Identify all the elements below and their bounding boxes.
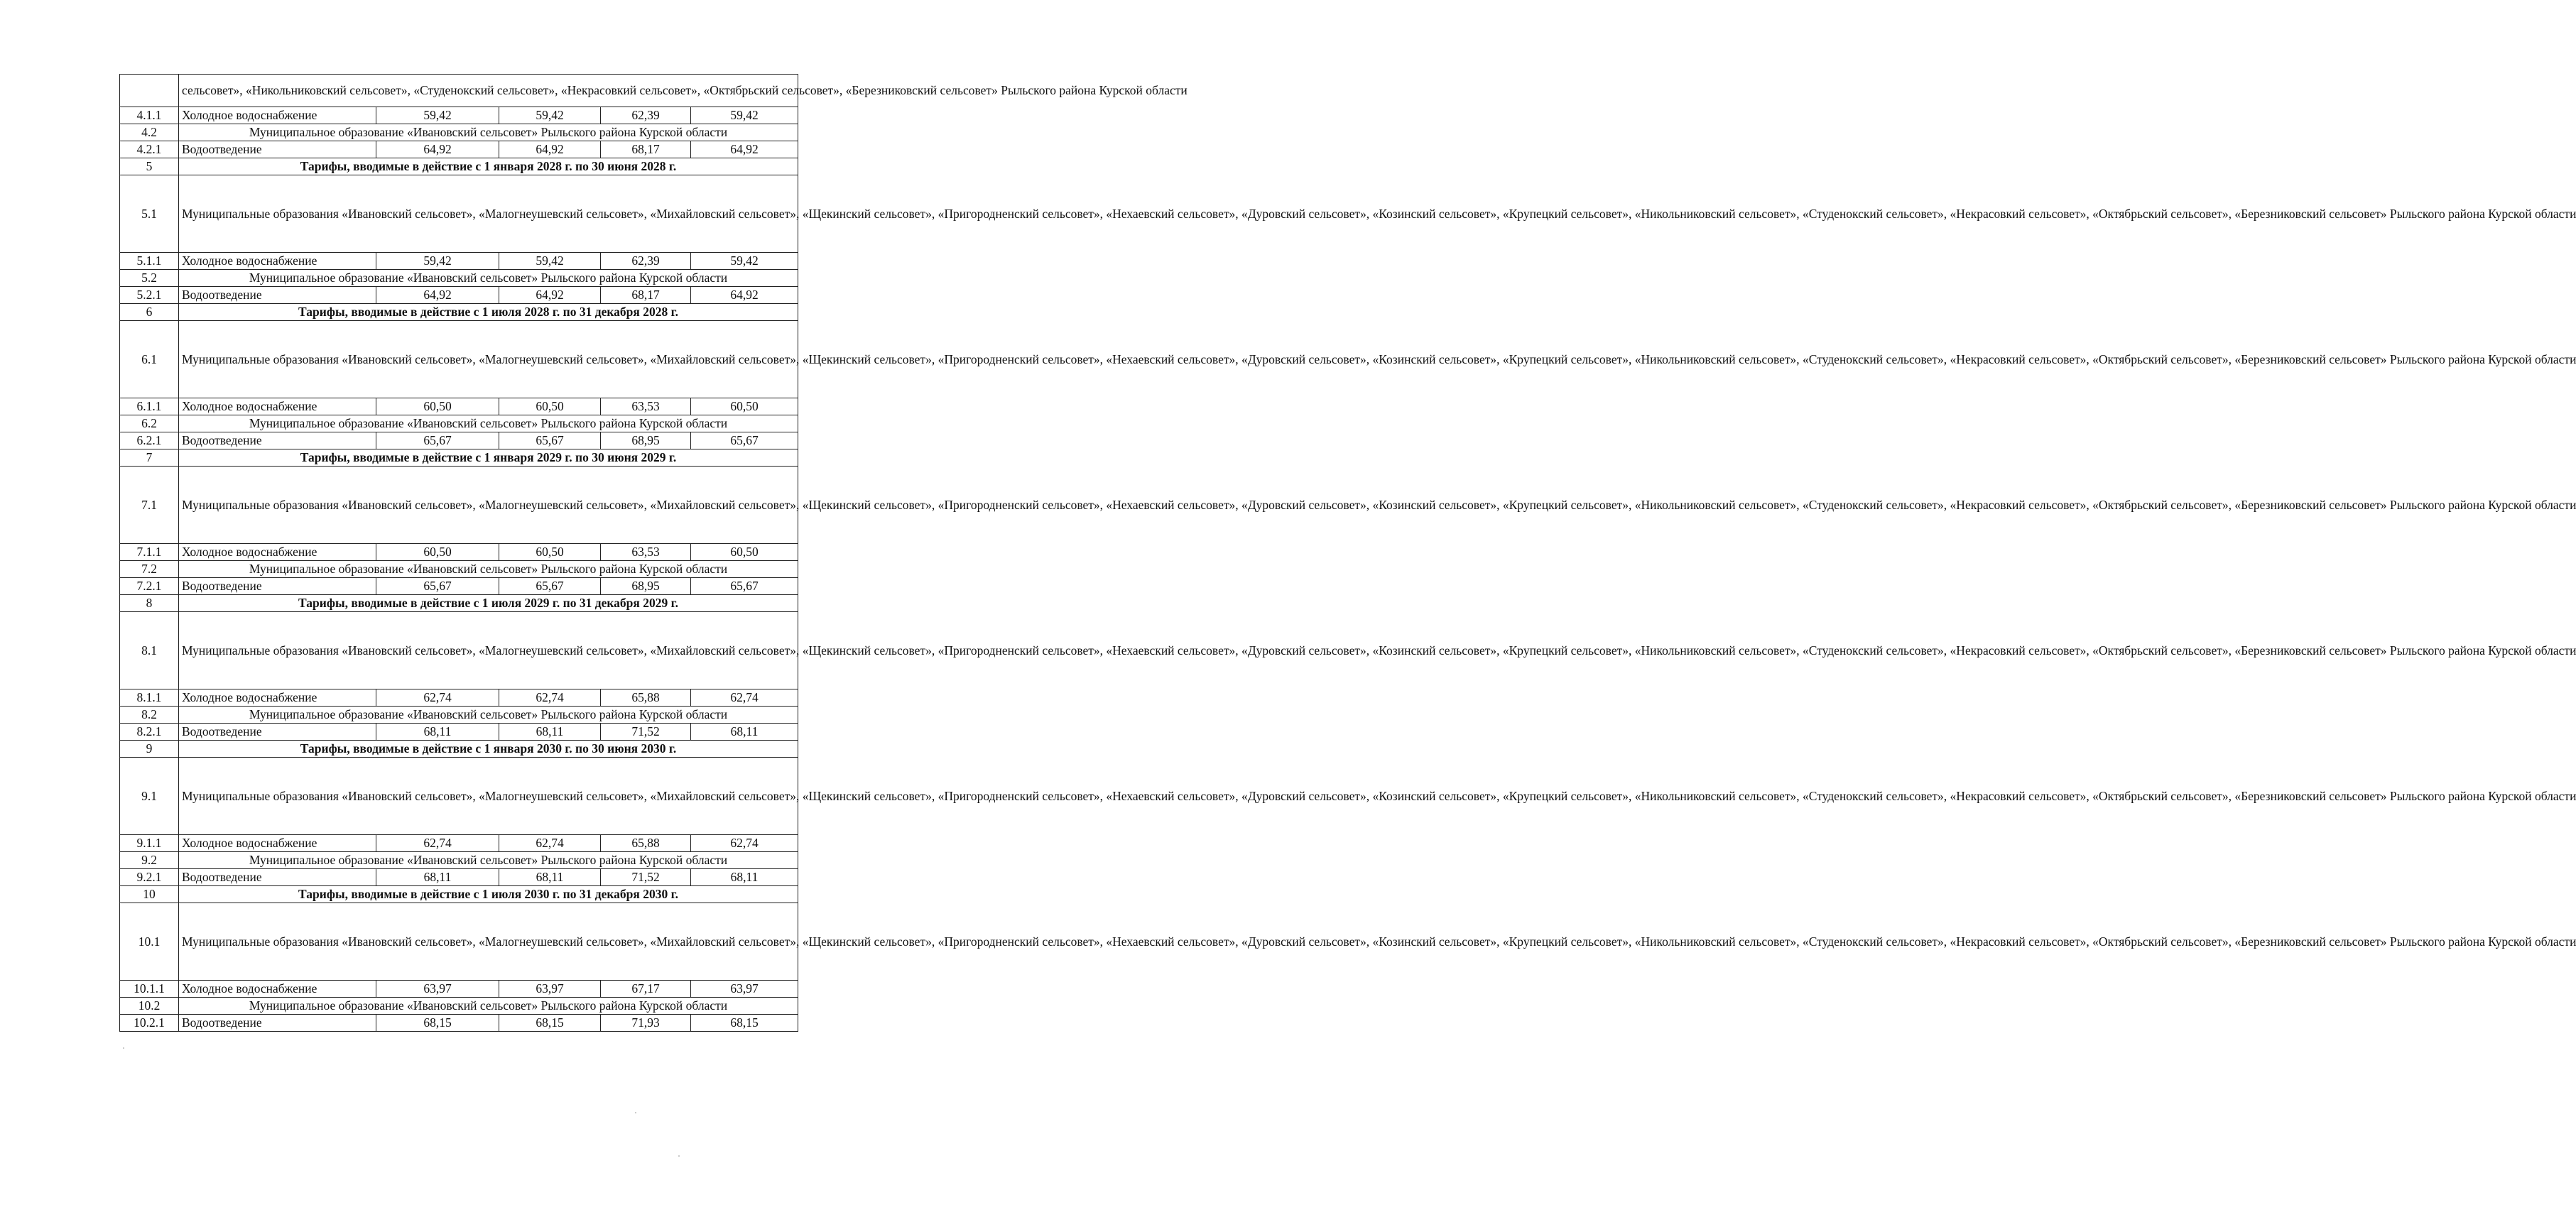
tariff-value: 68,15	[691, 1015, 798, 1032]
service-name: Холодное водоснабжение	[179, 398, 376, 415]
section-number: 9	[120, 741, 179, 758]
table-row-sewer	[120, 141, 798, 158]
table-row-municipality	[120, 561, 798, 578]
section-title: Тарифы, вводимые в действие с 1 июля 2029 г. по 31 декабря 2029 г.	[179, 595, 798, 612]
tariff-value: 59,42	[376, 253, 499, 270]
tariff-value: 64,92	[376, 141, 499, 158]
row-number: 6.1	[120, 321, 179, 398]
row-number: 8.1	[120, 612, 179, 689]
tariff-value: 59,42	[499, 253, 601, 270]
service-name: Водоотведение	[179, 578, 376, 595]
municipality-group-row	[120, 321, 798, 398]
tariff-value: 62,74	[376, 835, 499, 852]
tariff-value: 60,50	[691, 544, 798, 561]
municipality-name: Муниципальное образование «Ивановский сельсовет» Рыльского района Курской области	[179, 415, 798, 432]
tariff-value: 68,11	[499, 869, 601, 886]
tariff-value: 71,52	[601, 869, 691, 886]
row-number: 8.2	[120, 707, 179, 724]
tariff-value: 62,74	[376, 689, 499, 707]
row-number: 9.2	[120, 852, 179, 869]
scan-speck	[123, 1047, 124, 1049]
table-row-municipality	[120, 124, 798, 141]
municipality-group-text: Муниципальные образования «Ивановский сельсовет», «Малогнеушевский сельсовет», «Михайловский сельсовет», «Щекинский сельсовет», «Пригородненский сельсовет», «Нехаевский сельсовет», «Дуровский сельсовет», «Козинский сельсовет», «Крупецкий сельсовет», «Никольниковский сельсовет», «Студенокский сельсовет», «Некрасовкий сельсовет», «Октябрьский сельсовет», «Березниковский сельсовет» Рыльского района Курской области	[179, 467, 798, 544]
scan-speck	[635, 1112, 636, 1113]
section-title: Тарифы, вводимые в действие с 1 января 2029 г. по 30 июня 2029 г.	[179, 449, 798, 467]
table-row-water	[120, 398, 798, 415]
row-number: 4.2	[120, 124, 179, 141]
tariff-value: 68,95	[601, 578, 691, 595]
tariff-value: 64,92	[691, 141, 798, 158]
section-title: Тарифы, вводимые в действие с 1 июля 2028 г. по 31 декабря 2028 г.	[179, 304, 798, 321]
table-row-municipality	[120, 415, 798, 432]
municipality-name: Муниципальное образование «Ивановский сельсовет» Рыльского района Курской области	[179, 852, 798, 869]
tariff-value: 65,67	[499, 432, 601, 449]
service-name: Холодное водоснабжение	[179, 253, 376, 270]
row-number-empty	[120, 75, 179, 107]
section-title: Тарифы, вводимые в действие с 1 июля 2030 г. по 31 декабря 2030 г.	[179, 886, 798, 903]
service-name: Холодное водоснабжение	[179, 689, 376, 707]
municipality-group-row	[120, 758, 798, 835]
tariff-value: 62,74	[499, 689, 601, 707]
row-number: 8.2.1	[120, 724, 179, 741]
section-header-row	[120, 886, 798, 903]
tariff-value: 59,42	[691, 107, 798, 124]
service-name: Водоотведение	[179, 432, 376, 449]
tariff-value: 67,17	[601, 981, 691, 998]
section-title: Тарифы, вводимые в действие с 1 января 2030 г. по 30 июня 2030 г.	[179, 741, 798, 758]
tariff-value: 63,53	[601, 544, 691, 561]
row-number: 5.2.1	[120, 287, 179, 304]
table-row-water	[120, 253, 798, 270]
row-number: 5.1	[120, 175, 179, 253]
tariff-value: 59,42	[691, 253, 798, 270]
section-header-row	[120, 158, 798, 175]
municipality-group-text: Муниципальные образования «Ивановский сельсовет», «Малогнеушевский сельсовет», «Михайловский сельсовет», «Щекинский сельсовет», «Пригородненский сельсовет», «Нехаевский сельсовет», «Дуровский сельсовет», «Козинский сельсовет», «Крупецкий сельсовет», «Никольниковский сельсовет», «Студенокский сельсовет», «Некрасовкий сельсовет», «Октябрьский сельсовет», «Березниковский сельсовет» Рыльского района Курской области	[179, 903, 798, 981]
tariff-value: 60,50	[499, 544, 601, 561]
row-number: 4.1.1	[120, 107, 179, 124]
row-number: 6.2	[120, 415, 179, 432]
table-row-water	[120, 107, 798, 124]
tariff-value: 63,53	[601, 398, 691, 415]
municipality-group-text: Муниципальные образования «Ивановский сельсовет», «Малогнеушевский сельсовет», «Михайловский сельсовет», «Щекинский сельсовет», «Пригородненский сельсовет», «Нехаевский сельсовет», «Дуровский сельсовет», «Козинский сельсовет», «Крупецкий сельсовет», «Никольниковский сельсовет», «Студенокский сельсовет», «Некрасовкий сельсовет», «Октябрьский сельсовет», «Березниковский сельсовет» Рыльского района Курской области	[179, 612, 798, 689]
table-row-sewer	[120, 287, 798, 304]
row-number: 10.1.1	[120, 981, 179, 998]
tariff-value: 68,11	[376, 724, 499, 741]
municipality-group-row	[120, 612, 798, 689]
tariff-value: 59,42	[499, 107, 601, 124]
service-name: Водоотведение	[179, 1015, 376, 1032]
municipality-group-text: Муниципальные образования «Ивановский сельсовет», «Малогнеушевский сельсовет», «Михайловский сельсовет», «Щекинский сельсовет», «Пригородненский сельсовет», «Нехаевский сельсовет», «Дуровский сельсовет», «Козинский сельсовет», «Крупецкий сельсовет», «Никольниковский сельсовет», «Студенокский сельсовет», «Некрасовкий сельсовет», «Октябрьский сельсовет», «Березниковский сельсовет» Рыльского района Курской области	[179, 175, 798, 253]
table-row-municipality	[120, 270, 798, 287]
municipality-group-text: Муниципальные образования «Ивановский сельсовет», «Малогнеушевский сельсовет», «Михайловский сельсовет», «Щекинский сельсовет», «Пригородненский сельсовет», «Нехаевский сельсовет», «Дуровский сельсовет», «Козинский сельсовет», «Крупецкий сельсовет», «Никольниковский сельсовет», «Студенокский сельсовет», «Некрасовкий сельсовет», «Октябрьский сельсовет», «Березниковский сельсовет» Рыльского района Курской области	[179, 321, 798, 398]
tariff-value: 60,50	[376, 398, 499, 415]
tariff-value: 68,11	[691, 869, 798, 886]
tariff-value: 60,50	[691, 398, 798, 415]
section-number: 6	[120, 304, 179, 321]
table-row-sewer	[120, 1015, 798, 1032]
tariff-value: 65,67	[499, 578, 601, 595]
row-number: 6.2.1	[120, 432, 179, 449]
scan-speck	[678, 1155, 680, 1157]
row-number: 5.2	[120, 270, 179, 287]
municipality-group-text: сельсовет», «Никольниковский сельсовет», «Студенокский сельсовет», «Некрасовкий сельсовет», «Октябрьский сельсовет», «Березниковский сельсовет» Рыльского района Курской области	[179, 75, 798, 107]
row-number: 6.1.1	[120, 398, 179, 415]
tariff-value: 68,17	[601, 141, 691, 158]
table-row-water	[120, 835, 798, 852]
tariff-value: 65,67	[691, 432, 798, 449]
tariff-value: 68,11	[691, 724, 798, 741]
table-row-sewer	[120, 724, 798, 741]
tariff-value: 59,42	[376, 107, 499, 124]
tariff-value: 65,67	[691, 578, 798, 595]
service-name: Водоотведение	[179, 724, 376, 741]
section-title: Тарифы, вводимые в действие с 1 января 2028 г. по 30 июня 2028 г.	[179, 158, 798, 175]
municipality-group-row	[120, 175, 798, 253]
tariff-value: 64,92	[499, 141, 601, 158]
tariff-value: 71,93	[601, 1015, 691, 1032]
tariff-table	[119, 74, 2576, 1032]
municipality-group-text: Муниципальные образования «Ивановский сельсовет», «Малогнеушевский сельсовет», «Михайловский сельсовет», «Щекинский сельсовет», «Пригородненский сельсовет», «Нехаевский сельсовет», «Дуровский сельсовет», «Козинский сельсовет», «Крупецкий сельсовет», «Никольниковский сельсовет», «Студенокский сельсовет», «Некрасовкий сельсовет», «Октябрьский сельсовет», «Березниковский сельсовет» Рыльского района Курской области	[179, 758, 798, 835]
table-row-municipality	[120, 852, 798, 869]
row-number: 4.2.1	[120, 141, 179, 158]
service-name: Холодное водоснабжение	[179, 981, 376, 998]
table-row-water	[120, 544, 798, 561]
municipality-group-row	[120, 467, 798, 544]
tariff-value: 62,74	[691, 689, 798, 707]
tariff-value: 63,97	[376, 981, 499, 998]
table-row-sewer	[120, 432, 798, 449]
municipality-name: Муниципальное образование «Ивановский сельсовет» Рыльского района Курской области	[179, 998, 798, 1015]
tariff-value: 64,92	[499, 287, 601, 304]
continuation-row	[120, 75, 798, 107]
municipality-name: Муниципальное образование «Ивановский сельсовет» Рыльского района Курской области	[179, 707, 798, 724]
row-number: 10.2.1	[120, 1015, 179, 1032]
service-name: Водоотведение	[179, 869, 376, 886]
municipality-name: Муниципальное образование «Ивановский сельсовет» Рыльского района Курской области	[179, 124, 798, 141]
tariff-value: 71,52	[601, 724, 691, 741]
tariff-value: 68,95	[601, 432, 691, 449]
row-number: 7.1	[120, 467, 179, 544]
section-number: 7	[120, 449, 179, 467]
service-name: Холодное водоснабжение	[179, 107, 376, 124]
tariff-value: 60,50	[499, 398, 601, 415]
table-row-water	[120, 981, 798, 998]
service-name: Холодное водоснабжение	[179, 544, 376, 561]
row-number: 7.2	[120, 561, 179, 578]
tariff-value: 68,11	[376, 869, 499, 886]
tariff-value: 62,74	[499, 835, 601, 852]
municipality-group-row	[120, 903, 798, 981]
row-number: 7.1.1	[120, 544, 179, 561]
service-name: Водоотведение	[179, 287, 376, 304]
row-number: 10.1	[120, 903, 179, 981]
tariff-value: 65,67	[376, 432, 499, 449]
tariff-value: 68,15	[499, 1015, 601, 1032]
table-row-municipality	[120, 998, 798, 1015]
tariff-value: 68,17	[601, 287, 691, 304]
tariff-value: 65,88	[601, 689, 691, 707]
tariff-value: 63,97	[691, 981, 798, 998]
section-number: 5	[120, 158, 179, 175]
section-header-row	[120, 304, 798, 321]
tariff-value: 68,15	[376, 1015, 499, 1032]
section-number: 8	[120, 595, 179, 612]
table-row-sewer	[120, 869, 798, 886]
tariff-value: 64,92	[691, 287, 798, 304]
municipality-name: Муниципальное образование «Ивановский сельсовет» Рыльского района Курской области	[179, 270, 798, 287]
tariff-value: 62,39	[601, 253, 691, 270]
service-name: Водоотведение	[179, 141, 376, 158]
tariff-value: 65,88	[601, 835, 691, 852]
row-number: 9.1	[120, 758, 179, 835]
tariff-value: 60,50	[376, 544, 499, 561]
section-header-row	[120, 741, 798, 758]
row-number: 8.1.1	[120, 689, 179, 707]
section-header-row	[120, 449, 798, 467]
table-row-municipality	[120, 707, 798, 724]
municipality-name: Муниципальное образование «Ивановский сельсовет» Рыльского района Курской области	[179, 561, 798, 578]
row-number: 5.1.1	[120, 253, 179, 270]
row-number: 10.2	[120, 998, 179, 1015]
tariff-value: 62,39	[601, 107, 691, 124]
table-row-sewer	[120, 578, 798, 595]
service-name: Холодное водоснабжение	[179, 835, 376, 852]
tariff-value: 62,74	[691, 835, 798, 852]
section-header-row	[120, 595, 798, 612]
tariff-value: 65,67	[376, 578, 499, 595]
section-number: 10	[120, 886, 179, 903]
tariff-value: 68,11	[499, 724, 601, 741]
row-number: 9.2.1	[120, 869, 179, 886]
table-row-water	[120, 689, 798, 707]
row-number: 9.1.1	[120, 835, 179, 852]
tariff-value: 63,97	[499, 981, 601, 998]
tariff-value: 64,92	[376, 287, 499, 304]
row-number: 7.2.1	[120, 578, 179, 595]
